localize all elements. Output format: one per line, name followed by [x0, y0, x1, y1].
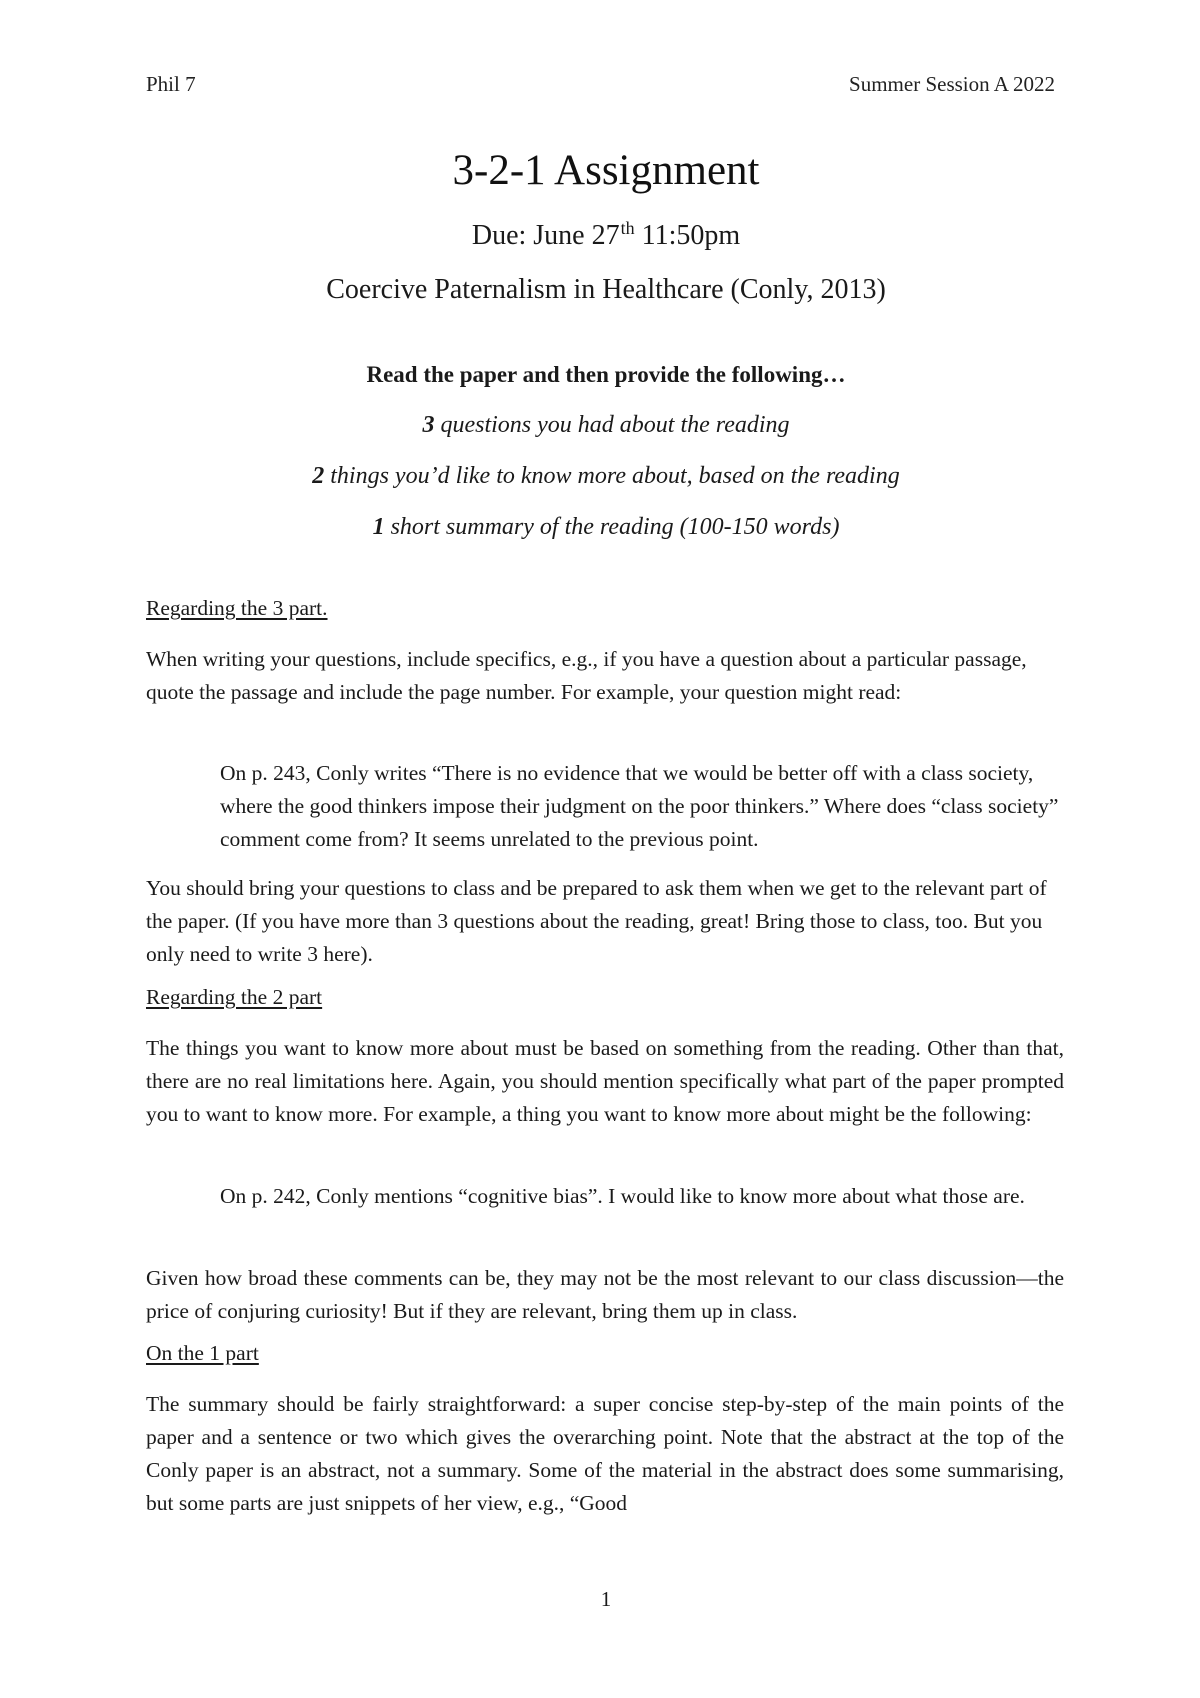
- page-number: 1: [600, 1587, 612, 1611]
- task-one-summary: [0, 514, 1200, 541]
- task-number: 1: [372, 514, 385, 540]
- part1-intro-paragraph: The summary should be fairly straightforward: a super concise step-by-step of the main points of the paper and a sentence or two which gives the overarching point. Note that the abstract at the top of the Conly paper is an abstract, not a summary. Some of the material in the abstract does some summarising, but some parts are just snippets of her view, e.g., “Good: [146, 1392, 1064, 1515]
- page-header: [146, 72, 1055, 102]
- session-name: Summer Session A 2022: [849, 72, 1055, 96]
- due-date-ordinal: th: [620, 218, 635, 238]
- section-heading-part2: Regarding the 2 part: [146, 985, 323, 1009]
- instruction-line: Read the paper and then provide the following…: [366, 362, 846, 387]
- section-heading-part3: Regarding the 3 part.: [146, 596, 328, 620]
- assignment-title: 3-2-1 Assignment: [452, 147, 760, 194]
- due-date: [0, 218, 1200, 252]
- task-text: questions you had about the reading: [440, 412, 790, 438]
- part2-intro-paragraph: The things you want to know more about must be based on something from the reading. Other than that, there are no real limitations here. Again, you should mention specifically what part of the paper prompted you to want to know more. For example, a thing you want to know more about might be the following:: [146, 1036, 1064, 1126]
- task-text: short summary of the reading (100-150 words): [390, 514, 840, 540]
- part2-example-quote: On p. 242, Conly mentions “cognitive bias”. I would like to know more about what those are.: [220, 1184, 1025, 1208]
- part2-followup-paragraph: Given how broad these comments can be, they may not be the most relevant to our class discussion—the price of conjuring curiosity! But if they are relevant, bring them up in class.: [146, 1266, 1064, 1323]
- part3-example-quote: On p. 243, Conly writes “There is no evidence that we would be better off with a class society, where the good thinkers impose their judgment on the poor thinkers.” Where does “class society” comment come from? It seems unrelated to the previous point.: [220, 761, 1059, 851]
- reading-title: Coercive Paternalism in Healthcare (Conly, 2013): [326, 274, 886, 305]
- part3-followup-paragraph: You should bring your questions to class and be prepared to ask them when we get to the relevant part of the paper. (If you have more than 3 questions about the reading, great! Bring those to class, too. But you only need to write 3 here).: [146, 876, 1047, 966]
- course-name: Phil 7: [146, 72, 196, 96]
- task-number: 3: [422, 412, 435, 438]
- task-three-questions: [0, 412, 1200, 439]
- due-time: 11:50pm: [641, 220, 741, 251]
- task-two-things: [0, 463, 1200, 490]
- section-heading-part1: On the 1 part: [146, 1341, 259, 1365]
- task-number: 2: [312, 463, 325, 489]
- part3-intro-paragraph: When writing your questions, include specifics, e.g., if you have a question about a particular passage, quote the passage and include the page number. For example, your question might read:: [146, 647, 1027, 704]
- task-text: things you’d like to know more about, based on the reading: [330, 463, 900, 489]
- due-date-prefix: Due: June 27: [471, 220, 620, 251]
